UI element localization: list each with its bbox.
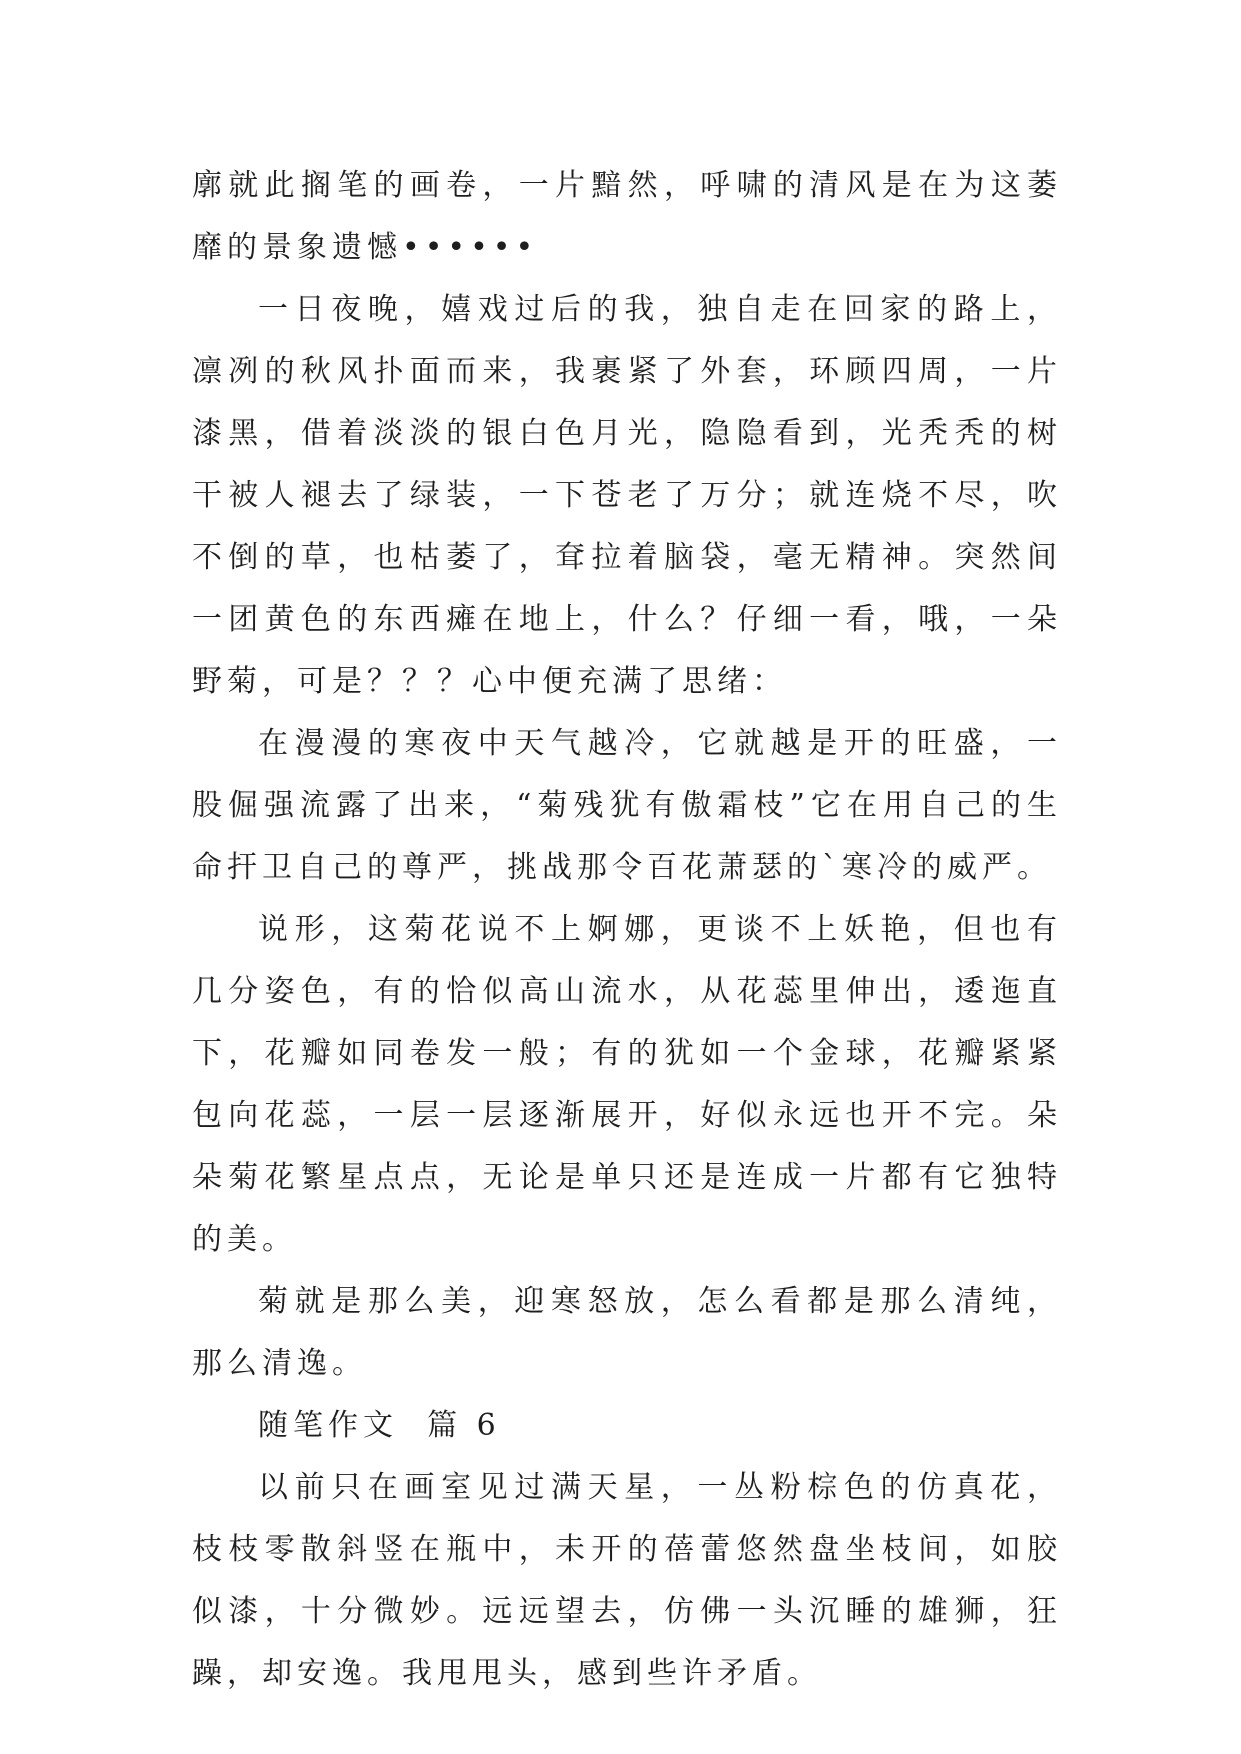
- paragraph: 在漫漫的寒夜中天气越冷，它就越是开的旺盛，一股倔强流露了出来，“菊残犹有傲霜枝”它在用自己的生命扞卫自己的尊严，挑战那令百花萧瑟的`寒冷的威严。: [192, 726, 1062, 885]
- paragraph: 廓就此搁笔的画卷，一片黯然，呼啸的清风是在为这萎靡的景象遗憾••••••: [192, 168, 1062, 265]
- section-heading: 随笔作文 篇 6: [258, 1408, 501, 1443]
- paragraph: 菊就是那么美，迎寒怒放，怎么看都是那么清纯，那么清逸。: [192, 1284, 1062, 1381]
- paragraph: 以前只在画室见过满天星，一丛粉棕色的仿真花，枝枝零散斜竖在瓶中，未开的蓓蕾悠然盘坐枝间，如胶似漆，十分微妙。远远望去，仿佛一头沉睡的雄狮，狂躁，却安逸。我甩甩头，感到些许矛盾。: [192, 1470, 1062, 1691]
- paragraph: 一日夜晚，嬉戏过后的我，独自走在回家的路上，凛冽的秋风扑面而来，我裹紧了外套，环顾四周，一片漆黑，借着淡淡的银白色月光，隐隐看到，光秃秃的树干被人褪去了绿装，一下苍老了万分；就连烧不尽，吹不倒的草，也枯萎了，耷拉着脑袋，毫无精神。突然间一团黄色的东西瘫在地上，什么？仔细一看，哦，一朵野菊，可是？？？心中便充满了思绪：: [192, 292, 1062, 699]
- document-page: [192, 155, 1062, 1705]
- paragraph: 说形，这菊花说不上婀娜，更谈不上妖艳，但也有几分姿色，有的恰似高山流水，从花蕊里伸出，逶迤直下，花瓣如同卷发一般；有的犹如一个金球，花瓣紧紧包向花蕊，一层一层逐渐展开，好似永远也开不完。朵朵菊花繁星点点，无论是单只还是连成一片都有它独特的美。: [192, 912, 1062, 1257]
